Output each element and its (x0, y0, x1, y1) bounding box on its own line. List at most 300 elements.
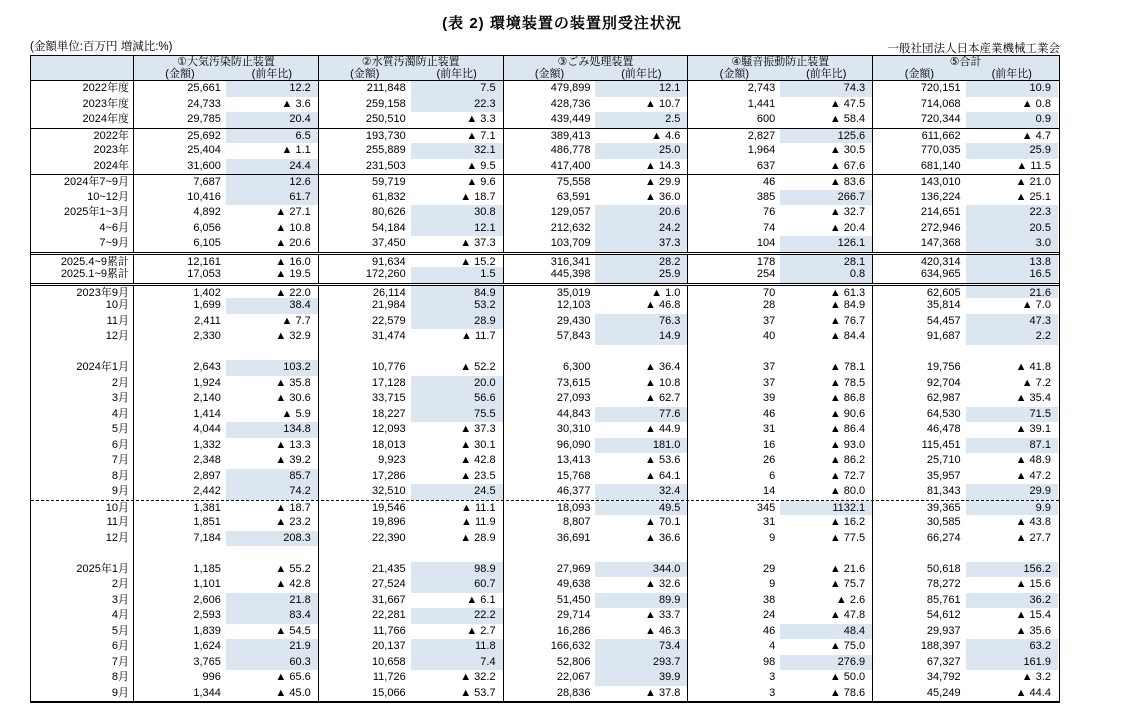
yoy-value: ▲ 78.5 (829, 376, 866, 389)
group-4-cell (688, 422, 873, 438)
amount-value: 91,634 (372, 255, 406, 268)
yoy-value: 293.7 (595, 655, 687, 671)
amount-value: 29,430 (556, 314, 591, 327)
yoy-value: 0.8 (780, 267, 872, 283)
yoy-value: 73.4 (595, 639, 687, 655)
table-row (31, 407, 1059, 423)
group-5-cell (873, 670, 1058, 686)
yoy-value: 30.8 (411, 205, 503, 221)
group-5-cell (873, 608, 1058, 624)
yoy-value: 125.6 (780, 129, 872, 144)
amount-value: 76 (763, 206, 776, 218)
spacer-row (31, 345, 1059, 361)
amount-value: 1,332 (193, 438, 221, 451)
yoy-value: 14.9 (595, 329, 687, 345)
amount-value: 34,792 (926, 671, 961, 683)
yoy-value: 0.9 (966, 112, 1058, 128)
amount-value: 254 (756, 268, 776, 280)
amount-value: 1,924 (193, 376, 221, 389)
group-3-cell (504, 159, 689, 175)
amount-value (319, 345, 411, 361)
amount-value: 445,398 (550, 268, 591, 280)
group-1-cell (134, 577, 319, 593)
amount-value: 46,377 (556, 485, 591, 497)
group-1-cell (134, 422, 319, 438)
amount-value (873, 345, 965, 361)
yoy-value: ▲ 32.9 (275, 330, 311, 342)
amount-value: 188,397 (920, 640, 961, 652)
yoy-subheader: (前年比) (251, 68, 292, 80)
yoy-value: 12.2 (226, 81, 318, 97)
amount-value: 49,638 (556, 578, 591, 590)
row-label: 2025年1~3月 (31, 205, 134, 221)
amount-value: 35,814 (926, 299, 961, 311)
amount-value: 385 (756, 190, 776, 203)
organization-name: 一般社団法人日本産業機械工業会 (887, 43, 1060, 55)
group-1-cell (134, 129, 319, 144)
yoy-value: ▲ 78.1 (829, 361, 866, 373)
yoy-value: 83.4 (226, 608, 318, 624)
yoy-value: 12.1 (411, 221, 503, 237)
row-label: 6月 (31, 639, 134, 655)
yoy-value: 25.9 (595, 267, 687, 283)
yoy-subheader: (前年比) (436, 68, 477, 80)
table-row (31, 655, 1059, 671)
group-2-cell (319, 562, 504, 578)
yoy-value: ▲ 45.0 (275, 686, 311, 699)
group-4-cell (688, 624, 873, 640)
amount-value: 19,546 (372, 501, 406, 514)
group-2-cell (319, 298, 504, 314)
row-label: 12月 (31, 329, 134, 345)
group-title: ⑤合計 (949, 56, 982, 68)
row-label: 2023年9月 (31, 286, 134, 299)
yoy-value: 10.9 (966, 81, 1058, 97)
table-row (31, 438, 1059, 454)
table-row (31, 515, 1059, 531)
amount-value (319, 546, 411, 562)
group-1-cell (134, 546, 319, 562)
amount-value: 46 (763, 407, 776, 420)
table-row (31, 314, 1059, 330)
group-4-cell (688, 143, 873, 159)
group-5-cell (873, 484, 1058, 500)
yoy-value: 48.4 (780, 624, 872, 640)
amount-value: 2,606 (193, 593, 221, 606)
group-2-cell (319, 577, 504, 593)
table-row (31, 236, 1059, 252)
row-label: 2月 (31, 376, 134, 392)
row-label: 9月 (31, 484, 134, 500)
amount-value: 1,344 (193, 686, 221, 699)
amount-value: 14 (763, 485, 776, 497)
group-4-cell (688, 255, 873, 268)
group-1-cell (134, 360, 319, 376)
amount-value: 9,923 (378, 454, 406, 466)
yoy-value: ▲ 64.1 (645, 469, 681, 482)
amount-value: 7,184 (193, 531, 221, 544)
yoy-value: 28.2 (595, 255, 687, 268)
amount-value: 31,667 (372, 593, 406, 606)
amount-value: 2,897 (193, 469, 221, 482)
amount-value: 28 (763, 299, 776, 311)
yoy-value: ▲ 86.2 (829, 454, 866, 466)
row-label: 2025.4~9累計 (31, 255, 134, 268)
table-row (31, 221, 1059, 237)
row-label: 5月 (31, 422, 134, 438)
amount-value: 75,558 (556, 176, 591, 188)
yoy-value: ▲ 11.5 (1016, 159, 1051, 172)
yoy-value: ▲ 22.0 (275, 286, 311, 299)
group-5-cell (873, 205, 1058, 221)
table-row (31, 252, 1059, 268)
yoy-value: ▲ 75.0 (829, 640, 866, 652)
amount-value: 6,056 (193, 221, 221, 234)
amount-value (504, 546, 596, 562)
amount-value: 6,105 (193, 237, 221, 249)
group-3-cell (504, 639, 689, 655)
row-label: 2023年 (31, 143, 134, 159)
amount-value: 64,530 (926, 407, 961, 420)
amount-value: 17,053 (187, 268, 221, 280)
group-5-cell (873, 376, 1058, 392)
group-4-cell (688, 298, 873, 314)
yoy-value: 1132.1 (780, 501, 872, 516)
amount-value: 35,957 (926, 469, 961, 482)
yoy-value: ▲ 44.9 (645, 423, 681, 435)
table-row (31, 81, 1059, 97)
group-1-cell (134, 298, 319, 314)
yoy-value: 98.9 (411, 562, 503, 578)
yoy-value: 2.5 (595, 112, 687, 128)
table-row (31, 422, 1059, 438)
amount-value: 8,807 (562, 516, 591, 528)
amount-value: 80,626 (372, 206, 406, 218)
yoy-value: ▲ 55.2 (275, 562, 311, 575)
group-3-cell (504, 267, 689, 283)
group-title: ①大気汚染防止装置 (176, 56, 275, 68)
yoy-value: ▲ 1.1 (281, 144, 311, 156)
yoy-value: ▲ 2.6 (835, 593, 866, 606)
amount-value: 634,965 (920, 268, 961, 280)
amount-value: 15,066 (372, 686, 406, 699)
table-row (31, 376, 1059, 392)
amount-value: 10,776 (372, 361, 406, 373)
yoy-value: 344.0 (595, 562, 687, 578)
group-4-cell (688, 531, 873, 547)
group-5-cell (873, 407, 1058, 423)
yoy-value: ▲ 10.7 (645, 97, 681, 110)
group-2-cell (319, 501, 504, 516)
group-3-cell (504, 329, 689, 345)
yoy-value: ▲ 6.1 (466, 593, 496, 606)
group-4-cell (688, 97, 873, 113)
amount-subheader: (金額) (350, 68, 380, 80)
table-row (31, 205, 1059, 221)
yoy-value: 266.7 (780, 190, 872, 206)
yoy-value: ▲ 46.3 (645, 624, 681, 637)
yoy-value: ▲ 30.5 (829, 144, 866, 156)
group-2-cell (319, 81, 504, 97)
amount-value: 417,400 (550, 159, 591, 172)
column-group-1 (134, 56, 319, 80)
yoy-value: 89.9 (595, 593, 687, 609)
yoy-value: 84.9 (411, 286, 503, 299)
row-label: 11月 (31, 314, 134, 330)
yoy-value: ▲ 0.8 (1021, 97, 1051, 110)
group-4-cell (688, 469, 873, 485)
amount-value: 61,832 (372, 190, 406, 203)
group-1-cell (134, 438, 319, 454)
amount-value: 29 (763, 562, 776, 575)
amount-value: 2,330 (193, 330, 221, 342)
row-label: 9月 (31, 686, 134, 702)
table-row (31, 562, 1059, 578)
table-row (31, 298, 1059, 314)
amount-value: 7,687 (193, 176, 221, 188)
yoy-value (780, 345, 872, 361)
amount-value: 45,249 (926, 686, 961, 699)
group-3-cell (504, 422, 689, 438)
amount-value: 96,090 (556, 438, 591, 451)
group-5-cell (873, 422, 1058, 438)
amount-value: 50,618 (926, 562, 961, 575)
yoy-value: ▲ 29.9 (645, 176, 681, 188)
row-label: 2024年度 (31, 112, 134, 128)
group-3-cell (504, 624, 689, 640)
row-label: 4月 (31, 608, 134, 624)
yoy-value: 24.5 (411, 484, 503, 500)
amount-value: 714,068 (920, 97, 961, 110)
amount-value: 27,969 (556, 562, 591, 575)
yoy-value: 2.2 (966, 329, 1058, 345)
group-4-cell (688, 221, 873, 237)
yoy-value: ▲ 2.7 (466, 624, 496, 637)
yoy-value: 22.3 (966, 205, 1058, 221)
column-group-2 (319, 56, 504, 80)
group-4-cell (688, 655, 873, 671)
yoy-value: 32.1 (411, 143, 503, 159)
table-row (31, 624, 1059, 640)
yoy-value: ▲ 77.5 (829, 531, 866, 544)
yoy-value: ▲ 32.6 (645, 578, 681, 590)
amount-value: 30,310 (556, 423, 591, 435)
group-2-cell (319, 655, 504, 671)
yoy-value: 7.5 (411, 81, 503, 97)
yoy-value: ▲ 36.6 (645, 531, 681, 544)
yoy-value: ▲ 53.7 (460, 686, 496, 699)
yoy-value: ▲ 23.2 (275, 516, 311, 528)
amount-value: 1,699 (193, 299, 221, 311)
amount-value: 29,785 (187, 113, 221, 125)
group-5-cell (873, 562, 1058, 578)
group-4-cell (688, 376, 873, 392)
amount-value: 12,161 (187, 255, 221, 268)
group-1-cell (134, 515, 319, 531)
amount-value: 46,478 (926, 423, 961, 435)
group-1-cell (134, 407, 319, 423)
yoy-value: 13.8 (966, 255, 1058, 268)
group-1-cell (134, 655, 319, 671)
group-5-cell (873, 190, 1058, 206)
table-row (31, 97, 1059, 113)
table-row (31, 190, 1059, 206)
yoy-value: 61.7 (226, 190, 318, 206)
amount-value: 18,013 (372, 438, 406, 451)
table-row (31, 577, 1059, 593)
table-header (31, 56, 1059, 81)
amount-value: 345 (756, 501, 776, 514)
row-label: 2023年度 (31, 97, 134, 113)
amount-value: 13,413 (556, 454, 591, 466)
group-2-cell (319, 686, 504, 702)
yoy-value: ▲ 30.1 (460, 438, 496, 451)
yoy-value: 38.4 (226, 298, 318, 314)
group-1-cell (134, 205, 319, 221)
amount-value: 40 (763, 330, 776, 342)
yoy-value: 126.1 (780, 236, 872, 252)
column-group-5 (873, 56, 1058, 80)
yoy-value: 22.2 (411, 608, 503, 624)
group-1-cell (134, 81, 319, 97)
group-5-cell (873, 255, 1058, 268)
group-4-cell (688, 159, 873, 175)
row-label: 7月 (31, 453, 134, 469)
amount-value: 272,946 (920, 221, 961, 234)
amount-value: 67,327 (926, 655, 961, 668)
amount-value: 1,185 (193, 562, 221, 575)
table-row (31, 391, 1059, 407)
amount-value: 129,057 (550, 206, 591, 218)
group-1-cell (134, 469, 319, 485)
yoy-value: ▲ 35.8 (275, 376, 311, 389)
yoy-value: ▲ 16.0 (275, 255, 311, 268)
yoy-value (595, 546, 687, 562)
row-label: 8月 (31, 670, 134, 686)
group-2-cell (319, 129, 504, 144)
group-4-cell (688, 267, 873, 283)
group-2-cell (319, 286, 504, 299)
amount-value: 428,736 (550, 97, 591, 110)
group-4-cell (688, 577, 873, 593)
yoy-value: ▲ 47.5 (829, 97, 866, 110)
group-1-cell (134, 531, 319, 547)
group-4-cell (688, 329, 873, 345)
group-4-cell (688, 562, 873, 578)
group-2-cell (319, 175, 504, 190)
yoy-value: ▲ 52.2 (460, 361, 496, 373)
amount-value: 46 (763, 176, 776, 188)
group-5-cell (873, 129, 1058, 144)
group-3-cell (504, 655, 689, 671)
amount-value: 15,768 (556, 469, 591, 482)
group-5-cell (873, 469, 1058, 485)
yoy-value: 20.6 (595, 205, 687, 221)
amount-value: 16 (763, 438, 776, 451)
row-label: 2022年 (31, 129, 134, 144)
row-label: 2022年度 (31, 81, 134, 97)
yoy-value: ▲ 44.4 (1015, 686, 1051, 699)
row-label: 5月 (31, 624, 134, 640)
group-3-cell (504, 670, 689, 686)
amount-value: 4 (769, 640, 776, 652)
group-2-cell (319, 469, 504, 485)
yoy-value: ▲ 7.2 (1021, 376, 1051, 389)
amount-value: 214,651 (920, 206, 961, 218)
yoy-value: ▲ 15.6 (1015, 578, 1051, 590)
yoy-value: 56.6 (411, 391, 503, 407)
amount-value: 19,896 (372, 516, 406, 528)
table-row (31, 174, 1059, 190)
amount-value: 25,404 (187, 144, 221, 156)
group-4-cell (688, 314, 873, 330)
yoy-value: 28.9 (411, 314, 503, 330)
yoy-value: ▲ 83.6 (829, 176, 866, 188)
yoy-value: ▲ 36.4 (645, 361, 681, 373)
yoy-value: ▲ 18.7 (275, 501, 311, 514)
group-1-cell (134, 159, 319, 175)
spacer-row (31, 546, 1059, 562)
amount-value: 11,766 (372, 624, 406, 637)
yoy-value: ▲ 21.6 (829, 562, 866, 575)
table-row (31, 670, 1059, 686)
yoy-value: ▲ 37.8 (645, 686, 681, 699)
group-1-cell (134, 670, 319, 686)
row-label: 2025.1~9累計 (31, 267, 134, 283)
amount-value: 37 (763, 361, 776, 373)
yoy-value: ▲ 21.0 (1015, 176, 1051, 188)
row-label: 3月 (31, 391, 134, 407)
yoy-value: ▲ 14.3 (645, 159, 681, 172)
yoy-value: 39.9 (595, 670, 687, 686)
group-2-cell (319, 205, 504, 221)
amount-value: 27,093 (556, 392, 591, 404)
group-subheaders (504, 68, 688, 80)
amount-value: 18,093 (556, 501, 591, 514)
group-3-cell (504, 562, 689, 578)
amount-subheader: (金額) (165, 68, 195, 80)
row-label: 2024年 (31, 159, 134, 175)
group-1-cell (134, 255, 319, 268)
group-2-cell (319, 314, 504, 330)
amount-value: 81,343 (926, 485, 961, 497)
yoy-value: 16.5 (966, 267, 1058, 283)
yoy-subheader: (前年比) (806, 68, 847, 80)
yoy-value: ▲ 19.5 (275, 268, 311, 280)
yoy-value: 12.6 (226, 175, 318, 190)
group-4-cell (688, 391, 873, 407)
yoy-value: ▲ 11.1 (461, 501, 496, 514)
group-5-cell (873, 298, 1058, 314)
yoy-value: ▲ 48.9 (1015, 454, 1051, 466)
yoy-value: ▲ 9.6 (466, 176, 496, 188)
yoy-value: 25.9 (966, 143, 1058, 159)
group-3-cell (504, 593, 689, 609)
yoy-value: ▲ 4.6 (651, 129, 681, 142)
amount-value: 25,692 (187, 129, 221, 142)
group-subheaders (688, 68, 872, 80)
group-3-cell (504, 391, 689, 407)
group-5-cell (873, 391, 1058, 407)
amount-value: 1,101 (193, 578, 221, 590)
group-1-cell (134, 593, 319, 609)
yoy-value: ▲ 61.3 (829, 286, 866, 299)
amount-value: 4,044 (193, 423, 221, 435)
table-body (31, 81, 1059, 701)
amount-value: 720,151 (920, 82, 961, 94)
amount-value: 316,341 (550, 255, 591, 268)
table-row (31, 608, 1059, 624)
